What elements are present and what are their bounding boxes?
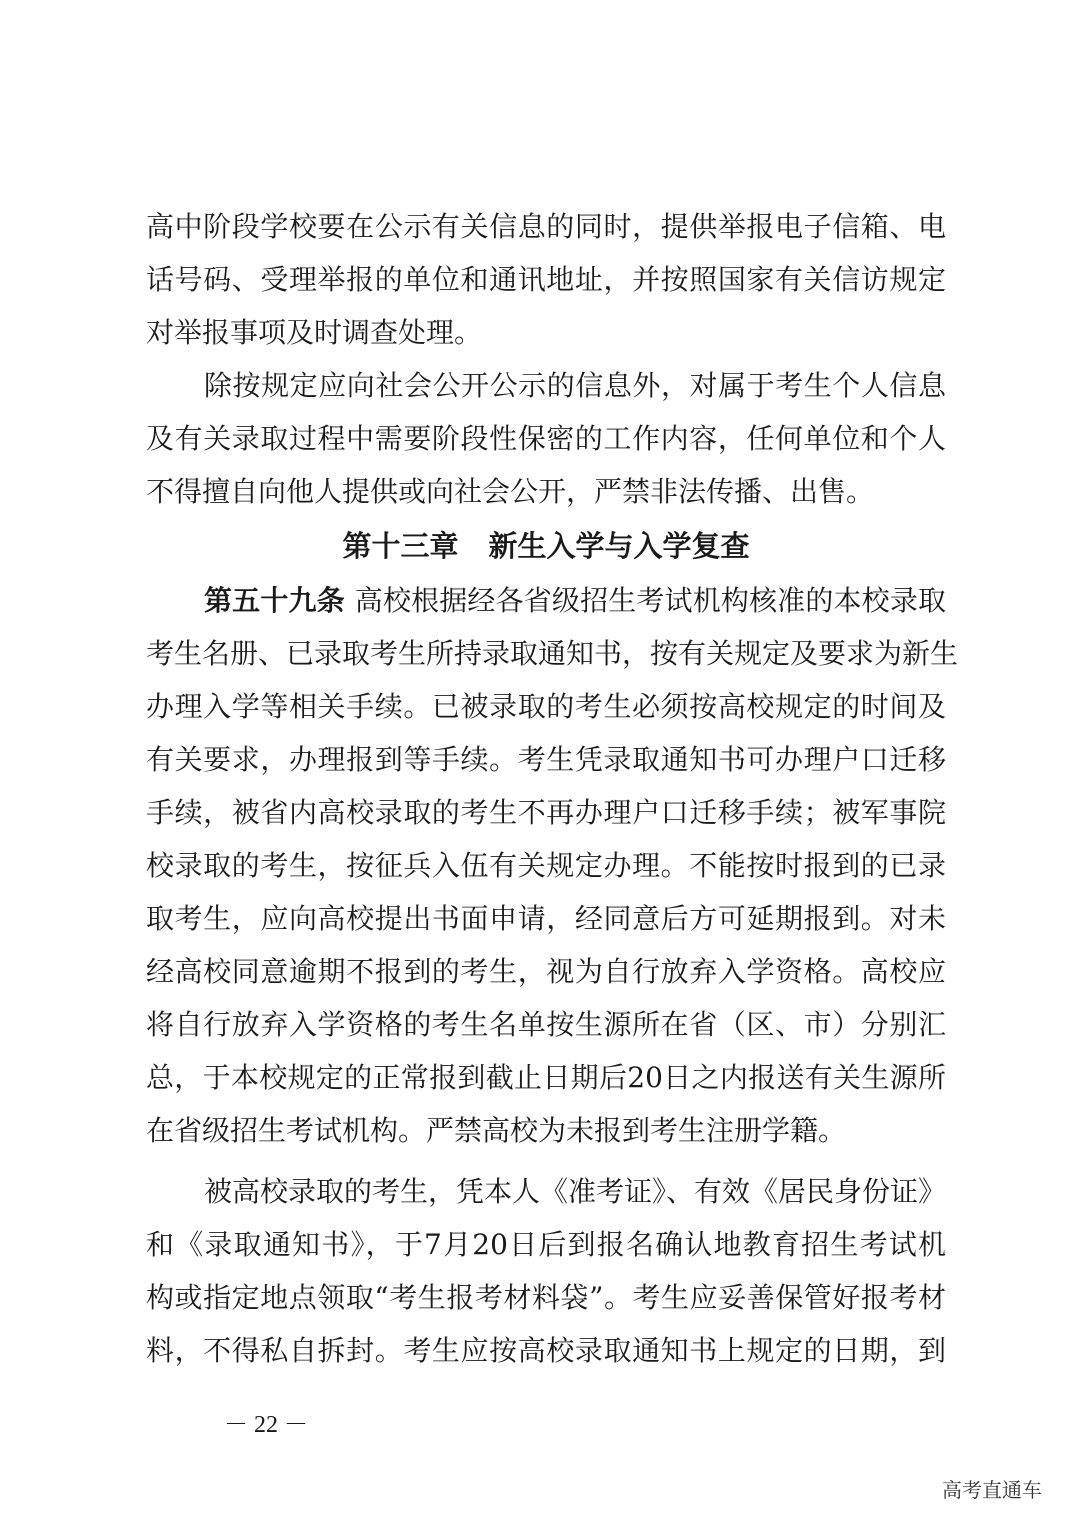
text-line: 取考生，应向高校提出书面申请，经同意后方可延期报到。对未 <box>146 902 946 935</box>
text-line: 经高校同意逾期不报到的考生，视为自行放弃入学资格。高校应 <box>146 955 946 988</box>
article-label: 第五十九条 <box>204 584 345 617</box>
text-line <box>146 574 946 627</box>
paragraph <box>146 1165 946 1377</box>
text-line: 办理入学等相关手续。已被录取的考生必须按高校规定的时间及 <box>146 690 946 723</box>
text-line: 不得擅自向他人提供或向社会公开，严禁非法传播、出售。 <box>146 475 875 508</box>
text-line: 校录取的考生，按征兵入伍有关规定办理。不能按时报到的已录 <box>146 849 946 882</box>
text-span: 高校根据经各省级招生考试机构核准的本校录取 <box>354 584 946 617</box>
text-line: 被高校录取的考生，凭本人《准考证》、有效《居民身份证》 <box>204 1175 947 1208</box>
text-line: 及有关录取过程中需要阶段性保密的工作内容，任何单位和个人 <box>146 422 946 455</box>
text-line: 和《录取通知书》，于7月20日后到报名确认地教育招生考试机 <box>146 1228 946 1261</box>
text-line: 考生名册、已录取考生所持录取通知书，按有关规定及要求为新生 <box>146 637 959 670</box>
document-body <box>146 200 959 1377</box>
text-line: 构或指定地点领取“考生报考材料袋”。考生应妥善保管好报考材 <box>146 1281 946 1314</box>
chapter-title: 新生入学与入学复查 <box>488 529 750 563</box>
text-line: 对举报事项及时调查处理。 <box>146 316 483 349</box>
chapter-heading <box>146 518 946 574</box>
text-line: 手续，被省内高校录取的考生不再办理户口迁移手续；被军事院 <box>146 796 946 829</box>
chapter-number: 第十三章 <box>342 529 459 563</box>
text-line: 除按规定应向社会公开公示的信息外，对属于考生个人信息 <box>204 369 946 402</box>
text-line: 总，于本校规定的正常报到截止日期后20日之内报送有关生源所 <box>146 1061 946 1094</box>
text-line: 高中阶段学校要在公示有关信息的同时，提供举报电子信箱、电 <box>146 210 946 243</box>
text-line: 料，不得私自拆封。考生应按高校录取通知书上规定的日期，到 <box>146 1334 946 1367</box>
article-59 <box>146 574 959 1157</box>
text-line: 在省级招生考试机构。严禁高校为未报到考生注册学籍。 <box>146 1114 847 1147</box>
text-line: 有关要求，办理报到等手续。考生凭录取通知书可办理户口迁移 <box>146 743 946 776</box>
paragraph <box>146 200 946 359</box>
text-line: 话号码、受理举报的单位和通讯地址，并按照国家有关信访规定 <box>146 263 946 296</box>
paragraph <box>146 359 946 518</box>
watermark: 高考直通车 <box>942 1478 1042 1502</box>
page-number: － 22 － <box>224 1412 308 1438</box>
text-line: 将自行放弃入学资格的考生名单按生源所在省（区、市）分别汇 <box>146 1008 946 1041</box>
